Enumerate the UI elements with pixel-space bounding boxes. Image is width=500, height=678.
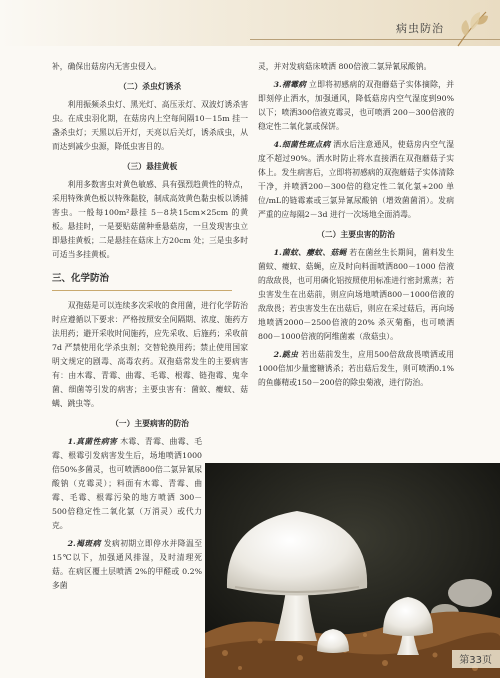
section-number: 三、	[52, 273, 72, 284]
text-brown-spot: 发病初期立即停水并降温至15℃以下，加强通风排湿，及时清理死菇。在病区覆土层喷洒 2%的甲醛或 0.2%多菌	[52, 539, 203, 590]
text-springtail: 若出菇前发生，应用500倍敌敌畏喷洒或用1000倍加少量蜜糖诱杀；若出菇后发生，则可喷洒0.1% 的鱼藤精或150－200倍的除虫菊液，进行防治。	[258, 350, 455, 387]
paragraph-brown-spot	[52, 537, 202, 593]
text-fungal: 木霉、青霉、曲霉、毛霉、根霉引发病害发生后，场地喷洒1000倍50%多菌灵，也可喷洒800倍二氯异氰尿酸钠（克霉灵）；料面有木霉、青霉、曲霉、毛霉、根霉污染的地方喷洒 300－ 500倍稳定性二氧化氯（万消灵）或代力克。	[52, 437, 202, 530]
section-heading-chemical	[52, 272, 232, 291]
paragraph-fungal	[52, 435, 202, 533]
section-title: 病虫防治	[396, 22, 444, 35]
lead-springtail: 2.跳虫	[273, 350, 299, 359]
paragraph-intro: 补，确保出菇房内无害虫侵入。	[52, 62, 162, 71]
paragraph-fungus-gnats	[258, 246, 454, 344]
text-bacterial: 洒水后注意通风，使菇房内空气湿度不超过90%。洒水时防止将水直接洒在双孢蘑菇子实体上。发生病害后，立即将初感病的双孢蘑菇子实体清除干净，并喷洒200－300倍的稳定性二氧化氯+200 单位/mL的链霉素或三氯异氰尿酸钠（增效菌菌消）。发病严重的应每隔2－3d 进行一次场地全面消毒。	[258, 140, 455, 219]
heading-trap-lamp: （二）杀虫灯诱杀	[118, 82, 182, 91]
paragraph-trap-lamp: 利用振频杀虫灯、黑光灯、高压汞灯、双波灯诱杀害虫。在成虫羽化期，在菇房内上空每间隔10－15m 挂一盏杀虫灯；天黑以后开灯，天亮以后关灯，诱杀成虫，从而达到减少虫源，降低虫害目的。	[52, 100, 248, 151]
lead-bacterial: 4.细菌性斑点病	[273, 140, 331, 149]
heading-pests: （二）主要虫害的防治	[317, 230, 395, 239]
lead-wet-bubble: 3.褶霉病	[273, 80, 307, 89]
lead-fungus-gnats: 1.菌蚊、瘿蚊、菇蝇	[273, 248, 347, 257]
text-fungus-gnats: 若在菌丝生长期间，菌料发生菌蚊、瘿蚊、菇蝇，应及时向料面喷洒800－1000 倍液的敌敌畏，也可用磷化铝按照使用标准进行密封熏蒸；若虫害发生在出菇前，则应向场地喷洒800－1000倍液的敌敌畏；若虫害发生在出菇后，则应在采过菇后，再向场地喷洒2000－2500倍液的20% 杀灭菊酯，也可喷洒 800－1000倍液的阿维菌素（敌菇虫）。	[258, 248, 455, 341]
paragraph-bacterial	[258, 138, 454, 222]
paragraph-springtail	[258, 348, 454, 390]
text-wet-bubble: 立即将初感病的双孢蘑菇子实体摘除，并即刻停止洒水，加强通风，降低菇房内空气湿度到90%以下；喷洒300倍液克霉灵，也可喷洒 200－300倍液的稳定性二氧化氯或保饼。	[258, 80, 455, 131]
heading-yellow-board: （三）悬挂黄板	[122, 162, 178, 171]
paragraph-wet-bubble	[258, 78, 454, 134]
lead-brown-spot: 2.褐斑病	[67, 539, 101, 548]
paragraph-chemical: 双孢菇是可以连续多次采收的食用菌，进行化学防治时应遵循以下要求：严格按照安全间隔期、浓度、施药方法用药；避开采收时间施药，应先采收、后施药；采收前 7d 严禁使用化学杀虫剂；交替轮换用药；禁止使用国家明文规定的剧毒、高毒农药。双孢菇常发生的主要病害有：由木霉、青霉、曲霉、毛霉、根霉、链孢霉、鬼伞菌、细菌等引发的病害；主要虫害有：菌蚊、瘿蚊、菇螨、跳虫等。	[52, 301, 248, 408]
mushroom-photo	[205, 463, 500, 678]
right-column	[258, 60, 454, 394]
section-title-text: 化学防治	[71, 273, 110, 284]
page-number: 第33页	[459, 655, 492, 666]
leaf-ornament-icon	[452, 6, 492, 50]
lead-fungal: 1.真菌性病害	[67, 437, 118, 446]
paragraph-yellow-board: 利用多数害虫对黄色敏感、具有强烈趋黄性的特点，采用特殊黄色板以特殊黏胶，制成高效黄色黏虫板以诱捕害虫。一般每100m²悬挂 5－8块15cm×25cm 的黄板。悬挂时，一是要贴菇菌种垂悬菇房，一旦发现害虫立即悬挂黄板；二是悬挂在菇床上方20cm 处；三是虫多时可适当多挂黄板。	[52, 180, 248, 259]
heading-disease: （一）主要病害的防治	[111, 419, 189, 428]
paragraph-continued: 灵，并对发病菇床喷洒 800倍液二氯异氰尿酸钠。	[258, 62, 432, 71]
